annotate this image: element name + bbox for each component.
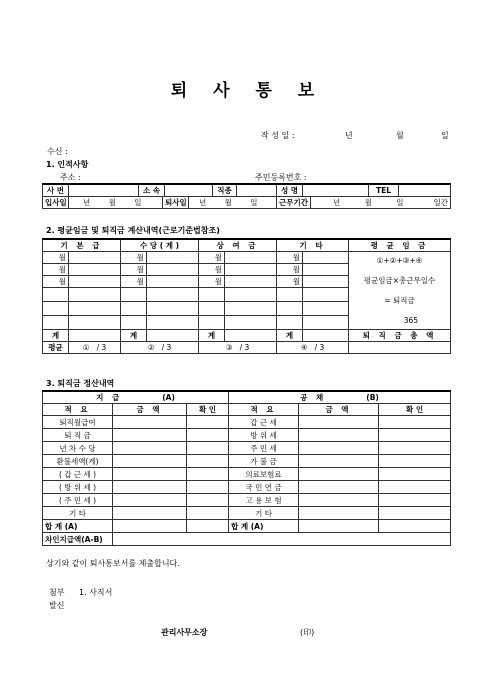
pay-amount[interactable] xyxy=(113,455,187,468)
header-other: 기 타 xyxy=(277,239,349,252)
header-allowance: 수 당 ( 계 ) xyxy=(121,239,199,252)
pay-confirm[interactable] xyxy=(187,507,229,520)
base-pay-3[interactable] xyxy=(69,276,121,288)
department-label: 소 속 xyxy=(139,184,165,197)
average-wage-table xyxy=(42,238,451,354)
deduction-item: 갑 근 세 xyxy=(229,416,299,429)
bonus-3[interactable] xyxy=(225,276,277,288)
deduction-item: 기 타 xyxy=(229,507,299,520)
deduction-item: 의료보험료 xyxy=(229,468,299,481)
section1-heading: 1. 인적사항 xyxy=(46,160,89,169)
empty-cell[interactable] xyxy=(303,302,349,316)
deduction-amount[interactable] xyxy=(299,429,379,442)
section2-heading: 2. 평균임금 및 퇴직금 계산내역(근로기준법참조) xyxy=(46,226,220,235)
formula-line3: = 퇴직금 xyxy=(384,296,415,305)
deduction-item: 가 불 금 xyxy=(229,455,299,468)
pay-amount[interactable] xyxy=(113,442,187,455)
month-cell: 월 xyxy=(277,276,303,288)
pay-item: ( 방 위 세 ) xyxy=(43,481,113,494)
severance-total-value[interactable] xyxy=(349,342,451,354)
empty-cell[interactable] xyxy=(303,316,349,330)
pay-item: 환불세액(계) xyxy=(43,455,113,468)
month-cell: 월 xyxy=(199,264,225,276)
allowance-2[interactable] xyxy=(147,264,199,276)
pay-item: ( 주 민 세 ) xyxy=(43,494,113,507)
pay-item: 년 차 수 당 xyxy=(43,442,113,455)
join-month: 월 xyxy=(108,198,116,207)
empty-cell[interactable] xyxy=(147,288,199,302)
deduction-confirm[interactable] xyxy=(379,468,451,481)
avg-4 xyxy=(277,342,349,354)
header-bonus: 상 여 금 xyxy=(199,239,277,252)
leave-month: 월 xyxy=(224,198,232,207)
formula-line1: ①+②+③+④ xyxy=(376,256,423,265)
other-1[interactable] xyxy=(303,252,349,264)
empty-cell[interactable] xyxy=(121,302,147,316)
signature-title: 관리사무소장 xyxy=(161,628,208,637)
period-day: 일 xyxy=(396,198,404,207)
date-day: 일 xyxy=(441,131,449,140)
header-average-wage: 평 균 임 금 xyxy=(349,239,451,252)
deduction-sum-amount[interactable] xyxy=(299,520,379,533)
pay-item: 퇴 직 금 xyxy=(43,429,113,442)
page-title: 퇴 사 통 보 xyxy=(170,81,325,101)
seal-mark: (印) xyxy=(300,628,315,637)
tel-value[interactable] xyxy=(399,184,451,197)
pay-confirm[interactable] xyxy=(187,468,229,481)
deduction-amount[interactable] xyxy=(299,507,379,520)
other-3[interactable] xyxy=(303,276,349,288)
section3-heading: 3. 퇴직금 정산내역 xyxy=(46,379,115,388)
col-item: 적 요 xyxy=(43,404,113,416)
pay-item: 퇴직월급여 xyxy=(43,416,113,429)
name-value[interactable] xyxy=(303,184,369,197)
deduction-tag: (B) xyxy=(366,393,379,402)
pay-sum-confirm[interactable] xyxy=(187,520,229,533)
pay-confirm[interactable] xyxy=(187,494,229,507)
payment-header-text: 지 급 xyxy=(96,393,123,402)
deduction-sum-label: 합 계 (A) xyxy=(229,520,299,533)
employment-dates-table xyxy=(42,196,451,209)
col-amount: 금 액 xyxy=(113,404,187,416)
pay-confirm[interactable] xyxy=(187,429,229,442)
total-label: 계 xyxy=(121,330,147,342)
pay-item: 기 타 xyxy=(43,507,113,520)
pay-amount[interactable] xyxy=(113,468,187,481)
job-type-label: 직종 xyxy=(213,184,237,197)
avg-divisor: / 3 xyxy=(314,343,325,352)
deduction-confirm[interactable] xyxy=(379,481,451,494)
deduction-confirm[interactable] xyxy=(379,416,451,429)
leave-day: 일 xyxy=(250,198,258,207)
attachment-label: 첨부 xyxy=(49,588,65,597)
employee-id-value[interactable] xyxy=(69,184,139,197)
pay-amount[interactable] xyxy=(113,416,187,429)
month-cell: 월 xyxy=(199,276,225,288)
leave-date-value[interactable] xyxy=(189,197,277,209)
attachment-item: 1. 사직서 xyxy=(79,588,113,597)
payment-tag: (A) xyxy=(162,393,175,402)
total-label: 계 xyxy=(277,330,303,342)
period-month: 월 xyxy=(364,198,372,207)
deduction-confirm[interactable] xyxy=(379,442,451,455)
pay-item: ( 갑 근 세 ) xyxy=(43,468,113,481)
month-cell: 월 xyxy=(43,264,69,276)
empty-cell[interactable] xyxy=(225,302,277,316)
total-label: 계 xyxy=(199,330,225,342)
deduction-confirm[interactable] xyxy=(379,455,451,468)
avg-marker-1: ① xyxy=(82,343,90,352)
deduction-amount[interactable] xyxy=(299,468,379,481)
header-base-pay: 기 본 급 xyxy=(43,239,121,252)
pay-sum-label: 합 계 (A) xyxy=(43,520,113,533)
col-confirm: 확 인 xyxy=(187,404,229,416)
deduction-item: 국 민 연 금 xyxy=(229,481,299,494)
pay-amount[interactable] xyxy=(113,494,187,507)
pay-amount[interactable] xyxy=(113,507,187,520)
formula-cell xyxy=(349,252,451,330)
deduction-confirm[interactable] xyxy=(379,429,451,442)
avg-marker-2: ② xyxy=(147,343,155,352)
department-value[interactable] xyxy=(165,184,213,197)
other-2[interactable] xyxy=(303,264,349,276)
empty-cell[interactable] xyxy=(121,316,147,330)
allowance-3[interactable] xyxy=(147,276,199,288)
net-pay-label: 차인지급액(A-B) xyxy=(43,533,113,546)
formula-line4: 365 xyxy=(403,316,419,325)
address-label: 주소 : xyxy=(60,173,81,182)
empty-cell[interactable] xyxy=(199,302,225,316)
avg-marker-4: ④ xyxy=(300,343,308,352)
pay-amount[interactable] xyxy=(113,429,187,442)
severance-total-label: 퇴 직 금 총 액 xyxy=(349,330,451,342)
average-label: 평균 xyxy=(43,342,69,354)
avg-2 xyxy=(121,342,199,354)
base-pay-total[interactable] xyxy=(69,330,121,342)
join-date-label: 입사일 xyxy=(43,197,69,209)
personal-info-table xyxy=(42,183,451,197)
avg-1 xyxy=(69,342,121,354)
month-cell: 월 xyxy=(121,276,147,288)
join-date-value[interactable] xyxy=(69,197,163,209)
date-year: 년 xyxy=(345,131,353,140)
avg-3 xyxy=(199,342,277,354)
work-period-label: 근무기간 xyxy=(277,197,311,209)
period-year: 년 xyxy=(333,198,341,207)
settlement-table xyxy=(42,390,451,546)
period-days: 일간 xyxy=(433,198,448,207)
date-month: 월 xyxy=(396,131,404,140)
deduction-sum-confirm[interactable] xyxy=(379,520,451,533)
empty-cell[interactable] xyxy=(69,316,121,330)
deduction-header xyxy=(229,391,451,404)
avg-marker-3: ③ xyxy=(225,343,233,352)
avg-divisor: / 3 xyxy=(239,343,250,352)
empty-cell[interactable] xyxy=(69,302,121,316)
col-item: 적 요 xyxy=(229,404,299,416)
empty-cell[interactable] xyxy=(43,288,69,302)
empty-cell[interactable] xyxy=(225,288,277,302)
bonus-1[interactable] xyxy=(225,252,277,264)
pay-amount[interactable] xyxy=(113,481,187,494)
deduction-confirm[interactable] xyxy=(379,494,451,507)
join-day: 일 xyxy=(134,198,142,207)
empty-cell[interactable] xyxy=(277,302,303,316)
other-total[interactable] xyxy=(303,330,349,342)
work-period-value[interactable] xyxy=(311,197,451,209)
month-cell: 월 xyxy=(121,252,147,264)
base-pay-1[interactable] xyxy=(69,252,121,264)
net-pay-value[interactable] xyxy=(113,533,451,546)
deduction-item: 방 위 세 xyxy=(229,429,299,442)
deduction-amount[interactable] xyxy=(299,481,379,494)
bonus-2[interactable] xyxy=(225,264,277,276)
leave-date-label: 퇴사일 xyxy=(163,197,189,209)
resident-number-label: 주민등록번호 : xyxy=(255,173,307,182)
empty-cell[interactable] xyxy=(43,316,69,330)
month-cell: 월 xyxy=(121,264,147,276)
empty-cell[interactable] xyxy=(199,288,225,302)
bonus-total[interactable] xyxy=(225,330,277,342)
empty-cell[interactable] xyxy=(43,302,69,316)
avg-divisor: / 3 xyxy=(161,343,172,352)
deduction-amount[interactable] xyxy=(299,442,379,455)
deduction-amount[interactable] xyxy=(299,416,379,429)
base-pay-2[interactable] xyxy=(69,264,121,276)
allowance-1[interactable] xyxy=(147,252,199,264)
empty-cell[interactable] xyxy=(147,302,199,316)
pay-confirm[interactable] xyxy=(187,416,229,429)
col-amount: 금 액 xyxy=(299,404,379,416)
empty-cell[interactable] xyxy=(69,288,121,302)
empty-cell[interactable] xyxy=(147,316,199,330)
issuer-label: 발신 xyxy=(49,601,65,610)
deduction-amount[interactable] xyxy=(299,494,379,507)
leave-year: 년 xyxy=(199,198,207,207)
avg-divisor: / 3 xyxy=(96,343,107,352)
deduction-item: 주 민 세 xyxy=(229,442,299,455)
month-cell: 월 xyxy=(43,276,69,288)
payment-header xyxy=(43,391,229,404)
empty-cell[interactable] xyxy=(277,316,303,330)
deduction-confirm[interactable] xyxy=(379,507,451,520)
total-label: 계 xyxy=(43,330,69,342)
empty-cell[interactable] xyxy=(225,316,277,330)
allowance-total[interactable] xyxy=(147,330,199,342)
deduction-amount[interactable] xyxy=(299,455,379,468)
job-type-value[interactable] xyxy=(237,184,277,197)
employee-id-label: 사 번 xyxy=(43,184,69,197)
date-label: 작 성 일 : xyxy=(261,131,295,140)
pay-confirm[interactable] xyxy=(187,481,229,494)
recipient-label: 수신 : xyxy=(47,147,68,156)
month-cell: 월 xyxy=(199,252,225,264)
deduction-item: 고 용 보 험 xyxy=(229,494,299,507)
closing-statement: 상기와 같이 퇴사통보서를 제출합니다. xyxy=(46,559,180,568)
formula-line2: 평균임금×총근무일수 xyxy=(363,276,436,285)
pay-sum-amount[interactable] xyxy=(113,520,187,533)
month-cell: 월 xyxy=(43,252,69,264)
month-cell: 월 xyxy=(277,252,303,264)
pay-confirm[interactable] xyxy=(187,455,229,468)
month-cell: 월 xyxy=(277,264,303,276)
join-year: 년 xyxy=(83,198,91,207)
tel-label: TEL xyxy=(369,184,399,197)
col-confirm: 확 인 xyxy=(379,404,451,416)
name-label: 성 명 xyxy=(277,184,303,197)
empty-cell[interactable] xyxy=(303,288,349,302)
empty-cell[interactable] xyxy=(121,288,147,302)
empty-cell[interactable] xyxy=(199,316,225,330)
empty-cell[interactable] xyxy=(277,288,303,302)
deduction-header-text: 공 채 xyxy=(300,393,327,402)
pay-confirm[interactable] xyxy=(187,442,229,455)
